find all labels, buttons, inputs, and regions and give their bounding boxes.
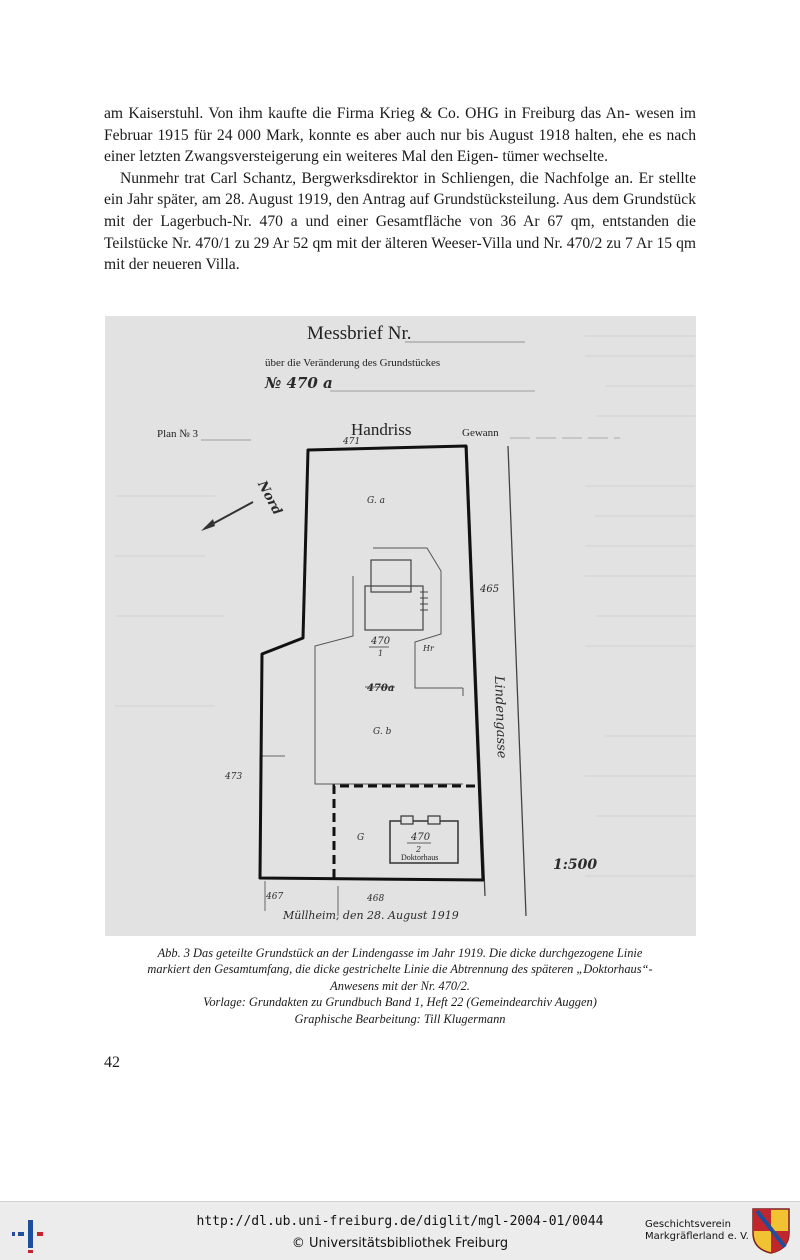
parcel-470-2-bottom: 2 (416, 845, 422, 854)
plan-heading: Messbrief Nr. (307, 323, 412, 344)
parcel-ga: G. a (367, 496, 385, 506)
text-line: Nunmehr trat Carl Schantz, Bergwerksdirektor in Schliengen, die Nachfolge an. (120, 169, 634, 187)
parcel-left-number: 473 (225, 772, 243, 782)
handriss-label: Handriss (351, 420, 412, 439)
text-line: tümer wechselte. (502, 148, 609, 166)
parcel-470-2-top: 470 (411, 832, 431, 843)
plan-subheading: über die Veränderung des Grundstückes (265, 357, 441, 369)
parcel-470-1-top: 470 (371, 636, 391, 647)
text-line: wesen im Februar 1915 für 24 000 Mark, konnte es aber auch nur bis August 1918 (104, 105, 696, 144)
caption-line: Abb. 3 Das geteilte Grundstück an der Lindengasse im Jahr 1919. Die dicke durchgezogene Linie (157, 946, 643, 960)
body-text (104, 103, 696, 276)
survey-plan-figure (105, 316, 696, 936)
parcel-hr: Hr (423, 644, 434, 653)
society-line-1: Geschichtsverein (645, 1219, 731, 1230)
north-label: Nord (254, 478, 285, 518)
caption-line: Anwesens mit der Nr. 470/2. (330, 978, 470, 993)
footer-copyright: © Universitätsbibliothek Freiburg (291, 1236, 509, 1251)
text-line: Aus dem Grundstück mit der Lagerbuch-Nr. 470 a und einer Gesamtfläche von (104, 191, 696, 230)
footer-bar (0, 1201, 800, 1260)
street-label: Lindengasse (491, 675, 509, 759)
inner-outline (315, 548, 463, 784)
text-line: 36 Ar 67 qm, entstanden die Teilstücke Nr. 470/1 zu 29 Ar 52 qm mit der älteren (104, 212, 696, 252)
parcel-bottom-left: 467 (266, 892, 284, 902)
parcel-bottom-mid: 468 (367, 894, 385, 904)
parcel-g: G (357, 833, 365, 843)
doktorhaus-label: Doktorhaus (401, 853, 439, 862)
plan-number: № 470 a (265, 374, 333, 392)
caption-line: markiert den Gesamtumfang, die dicke gestrichelte Linie die Abtrennung des späteren „Doktorhaus“- (147, 962, 653, 977)
villa-470-1 (365, 560, 428, 630)
parcel-470a: 470a (367, 683, 395, 694)
figure-caption (104, 945, 696, 1027)
coat-of-arms-icon (751, 1207, 791, 1255)
parcel-470-1-bottom: 1 (378, 649, 384, 658)
survey-plan-drawing (105, 316, 696, 936)
text-line: halten, ehe es nach einer letzten Zwangsversteigerung ein weiteres Mal den Eigen- (104, 126, 696, 166)
signature-line: Müllheim, den 28. August 1919 (283, 909, 459, 922)
text-line: Er stellte ein Jahr später, am 28. August 1919, den Antrag auf Grundstücksteilung. (104, 169, 696, 209)
footer-society (645, 1219, 749, 1243)
parcel-right-number: 465 (480, 584, 500, 595)
text-line: am Kaiserstuhl. Von ihm kaufte die Firma Krieg & Co. OHG in Freiburg das An- (104, 105, 630, 122)
paragraph-2 (104, 168, 696, 276)
page-number: 42 (104, 1054, 120, 1071)
perimeter-line (260, 446, 483, 880)
society-line-2: Markgräflerland e. V. (645, 1231, 749, 1242)
plan-label: Plan № 3 (157, 428, 199, 440)
paragraph-1 (104, 103, 696, 168)
footer-url-link[interactable]: http://dl.ub.uni-freiburg.de/diglit/mgl-2004-01/0044 (196, 1214, 604, 1229)
scale-label: 1:500 (553, 857, 598, 873)
caption-line: Graphische Bearbeitung: Till Klugermann (294, 1011, 506, 1026)
caption-line: Vorlage: Grundakten zu Grundbuch Band 1, Heft 22 (Gemeindearchiv Auggen) (203, 995, 597, 1010)
division-dashed-line (334, 786, 477, 878)
north-arrow-icon (201, 478, 285, 531)
parcel-gb: G. b (373, 727, 392, 737)
parcel-top-number: 471 (343, 437, 361, 447)
gewann-label: Gewann (462, 427, 499, 439)
text-line: Weeser-Villa und Nr. 470/2 zu 7 Ar 15 qm mit der neueren Villa. (104, 234, 696, 274)
paper-texture (115, 336, 695, 876)
street-line-right (508, 446, 526, 916)
